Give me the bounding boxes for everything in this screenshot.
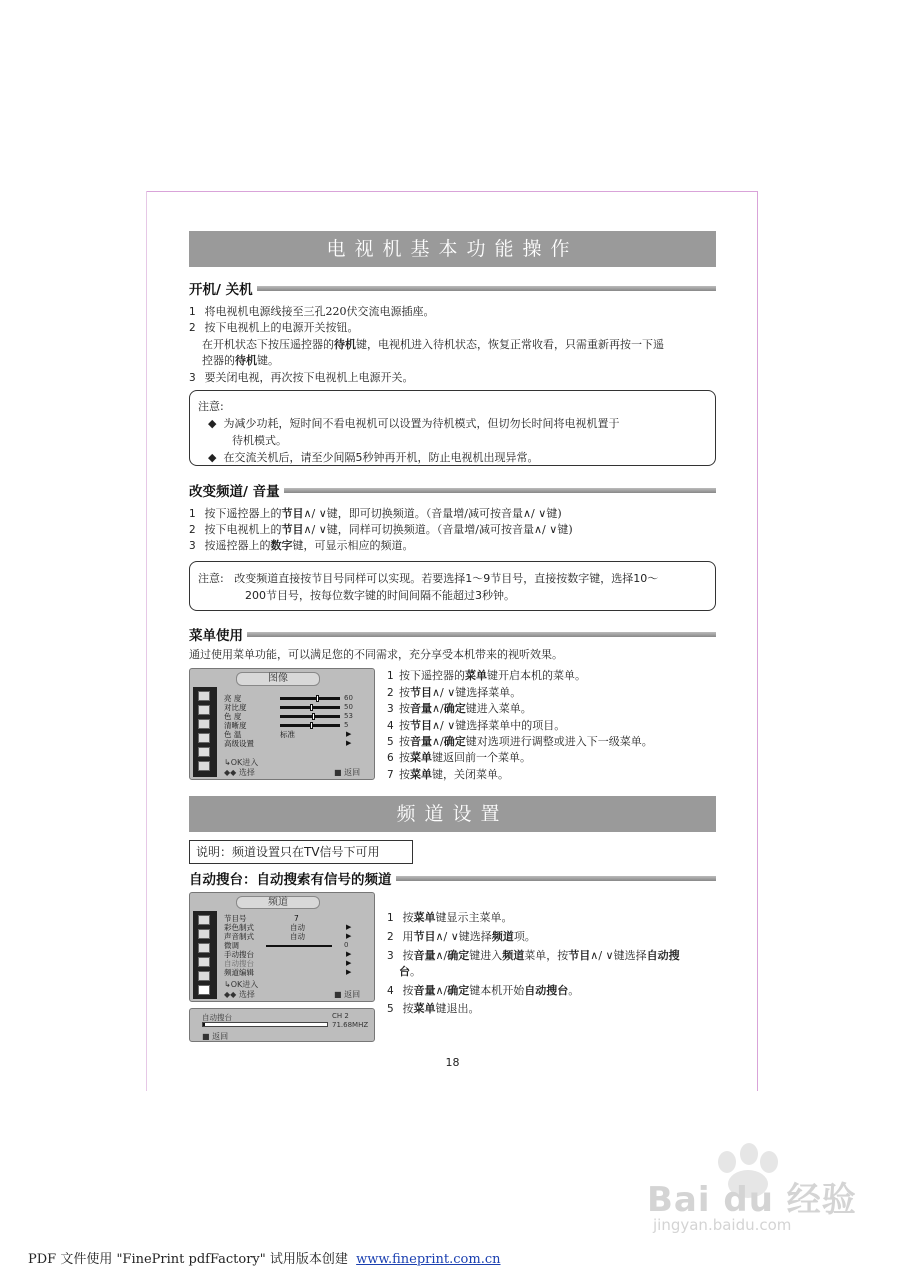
osd-value: 标准 xyxy=(280,730,295,739)
brightness-slider xyxy=(280,697,340,700)
sound-icon xyxy=(198,929,210,939)
section-title: 自动搜台：自动搜索有信号的频道 xyxy=(189,872,392,888)
menu-key-icon: ■ xyxy=(202,1032,210,1041)
step-item: 2 用节目∧/ ∨键选择频道项。 xyxy=(387,930,536,943)
arrow-right-icon: ▶ xyxy=(346,739,352,747)
osd-row-label: 高级设置 xyxy=(224,739,254,748)
baidu-jingyan-watermark xyxy=(645,1140,855,1240)
step-item: 6 按菜单键返回前一个菜单。 xyxy=(387,751,531,764)
osd-channel-menu xyxy=(189,892,375,1002)
osd-hint: ↳OK进入 xyxy=(224,980,259,989)
step-item: 3 按音量∧/确定键进入频道菜单，按节目∧/ ∨键选择自动搜 xyxy=(387,949,680,962)
ok-icon: ↳ xyxy=(224,980,231,989)
heading-rule xyxy=(284,488,716,493)
heading-rule xyxy=(247,632,716,637)
explain-box: 说明：频道设置只在TV信号下可用 xyxy=(189,840,413,864)
sharpness-slider xyxy=(280,724,340,727)
updown-icon: ◆◆ xyxy=(224,768,237,777)
note-text: 200节目号，按每位数字键的时间间隔不能超过3秒钟。 xyxy=(245,589,515,602)
slider-knob xyxy=(310,722,313,729)
osd-row-label: 清晰度 xyxy=(224,721,247,730)
heading-rule xyxy=(257,286,716,291)
watermark-url: jingyan.baidu.com xyxy=(653,1216,792,1234)
step-item: 1 按下遥控器的菜单键开启本机的菜单。 xyxy=(387,669,586,682)
progress-track xyxy=(202,1022,328,1027)
osd-value: 自动 xyxy=(290,923,305,932)
sound-icon xyxy=(198,705,210,715)
osd-row-label: 色 温 xyxy=(224,730,242,739)
fine-tune-slider xyxy=(266,945,332,947)
osd-row-label: 亮 度 xyxy=(224,694,242,703)
osd-title: 频道 xyxy=(236,896,320,909)
page-border-left xyxy=(146,191,147,1091)
osd-value: 0 xyxy=(344,941,349,949)
osd-title: 图像 xyxy=(236,672,320,686)
clock-icon xyxy=(198,719,210,729)
setup-icon xyxy=(198,747,210,757)
list-item: 2 按下电视机上的节目∧/ ∨键，同样可切换频道。（音量增/减可按音量∧/ ∨键) xyxy=(189,523,573,536)
list-item: 1 按下遥控器上的节目∧/ ∨键，即可切换频道。（音量增/减可按音量∧/ ∨键) xyxy=(189,507,562,520)
note-text: 改变频道直接按节目号同样可以实现。若要选择1～9节目号，直接按数字键，选择10～ xyxy=(234,572,659,585)
step-item: 5 按音量∧/确定键对选项进行调整或进入下一级菜单。 xyxy=(387,735,653,748)
note-item: ◆ 在交流关机后，请至少间隔5秒钟再开机，防止电视机出现异常。 xyxy=(208,451,539,464)
step-item: 3 按音量∧/确定键进入菜单。 xyxy=(387,702,532,715)
step-item: 5 按菜单键退出。 xyxy=(387,1002,480,1015)
osd-hint: ■ 返回 xyxy=(334,768,361,777)
osd-autosearch-progress xyxy=(189,1008,375,1042)
menu-key-icon: ■ xyxy=(334,990,342,999)
feature-icon xyxy=(198,761,210,771)
list-item: 在开机状态下按压遥控器的待机键，电视机进入待机状态，恢复正常收看，只需重新再按一下遥 xyxy=(202,338,664,351)
osd-row-label: 色 度 xyxy=(224,712,242,721)
list-item: 3 按遥控器上的数字键，可显示相应的频道。 xyxy=(189,539,414,552)
osd-row-label: 手动搜台 xyxy=(224,950,254,959)
progress-channel: CH 2 xyxy=(332,1012,349,1020)
osd-picture-menu xyxy=(189,668,375,780)
updown-icon: ◆◆ xyxy=(224,990,237,999)
pdf-footer xyxy=(28,1248,501,1267)
section-heading-menu xyxy=(189,624,716,644)
picture-icon xyxy=(198,915,210,925)
arrow-right-icon: ▶ xyxy=(346,950,352,958)
color-slider xyxy=(280,715,340,718)
osd-hint: ■ 返回 xyxy=(334,990,361,999)
osd-row-label: 彩色制式 xyxy=(224,923,254,932)
arrow-right-icon: ▶ xyxy=(346,959,352,967)
osd-value: 5 xyxy=(344,721,349,729)
osd-row-label: 对比度 xyxy=(224,703,247,712)
note-box-power xyxy=(189,390,716,466)
channel-icon xyxy=(198,957,210,967)
osd-row-label: 声音制式 xyxy=(224,932,254,941)
channel-setup-banner: 频道设置 xyxy=(189,796,716,832)
menu-intro: 通过使用菜单功能，可以满足您的不同需求，充分享受本机带来的视听效果。 xyxy=(189,648,563,661)
note-label: 注意: xyxy=(198,572,224,585)
arrow-right-icon: ▶ xyxy=(346,730,352,738)
step-item-cont: 台。 xyxy=(399,965,421,978)
page-border-right xyxy=(757,191,758,1091)
channel-icon xyxy=(198,733,210,743)
osd-hint: ◆◆ 选择 xyxy=(224,990,255,999)
list-item: 控器的待机键。 xyxy=(202,354,279,367)
setup-icon xyxy=(198,971,210,981)
section-heading-power xyxy=(189,278,716,298)
footer-text: PDF 文件使用 "FinePrint pdfFactory" 试用版本创建 xyxy=(28,1252,348,1267)
step-item: 7 按菜单键，关闭菜单。 xyxy=(387,768,509,781)
list-item: 2 按下电视机上的电源开关按钮。 xyxy=(189,321,359,334)
diamond-bullet-icon: ◆ xyxy=(208,451,217,464)
arrow-right-icon: ▶ xyxy=(346,932,352,940)
osd-row-label: 自动搜台 xyxy=(224,959,254,968)
arrow-right-icon: ▶ xyxy=(346,923,352,931)
progress-fill xyxy=(203,1023,205,1026)
osd-row-label: 微调 xyxy=(224,941,239,950)
ok-icon: ↳ xyxy=(224,758,231,767)
osd-value: 53 xyxy=(344,712,353,720)
arrow-right-icon: ▶ xyxy=(346,968,352,976)
title-banner: 电视机基本功能操作 xyxy=(189,231,716,267)
step-item: 2 按节目∧/ ∨键选择菜单。 xyxy=(387,686,522,699)
osd-value: 50 xyxy=(344,703,353,711)
note-label: 注意: xyxy=(198,400,224,413)
section-heading-channel xyxy=(189,480,716,500)
osd-value: 60 xyxy=(344,694,353,702)
osd-hint: ↳OK进入 xyxy=(224,758,259,767)
section-heading-autosearch xyxy=(189,868,716,888)
osd-value: 7 xyxy=(294,914,299,923)
osd-hint: ■ 返回 xyxy=(202,1032,229,1041)
step-item: 4 按节目∧/ ∨键选择菜单中的项目。 xyxy=(387,719,566,732)
osd-row-label: 节目号 xyxy=(224,914,247,923)
slider-knob xyxy=(316,695,319,702)
picture-icon xyxy=(198,691,210,701)
slider-knob xyxy=(310,704,313,711)
osd-hint: ◆◆ 选择 xyxy=(224,768,255,777)
contrast-slider xyxy=(280,706,340,709)
list-item: 3 要关闭电视，再次按下电视机上电源开关。 xyxy=(189,371,414,384)
note-item: ◆ 为减少功耗，短时间不看电视机可以设置为待机模式，但切勿长时间将电视机置于 xyxy=(208,417,620,430)
section-title: 菜单使用 xyxy=(189,628,243,644)
clock-icon xyxy=(198,943,210,953)
step-item: 4 按音量∧/确定键本机开始自动搜台。 xyxy=(387,984,580,997)
section-title: 开机/ 关机 xyxy=(189,282,253,298)
list-item: 1 将电视机电源线接至三孔220伏交流电源插座。 xyxy=(189,305,435,318)
progress-frequency: 71.68MHZ xyxy=(332,1021,369,1029)
step-item: 1 按菜单键显示主菜单。 xyxy=(387,911,513,924)
fineprint-link[interactable]: www.fineprint.com.cn xyxy=(356,1252,501,1267)
menu-key-icon: ■ xyxy=(334,768,342,777)
page-border-top xyxy=(146,191,758,192)
page-number: 18 xyxy=(445,1056,460,1069)
osd-value: 自动 xyxy=(290,932,305,941)
watermark-brand: Bai du 经验 xyxy=(647,1180,857,1220)
feature-icon-selected xyxy=(198,985,210,995)
osd-row-label: 频道编辑 xyxy=(224,968,254,977)
note-item-cont: 待机模式。 xyxy=(232,434,287,447)
diamond-bullet-icon: ◆ xyxy=(208,417,217,430)
heading-rule xyxy=(396,876,717,881)
section-title: 改变频道/ 音量 xyxy=(189,484,280,500)
note-box-channel xyxy=(189,561,716,611)
progress-label: 自动搜台 xyxy=(202,1013,232,1022)
slider-knob xyxy=(312,713,315,720)
